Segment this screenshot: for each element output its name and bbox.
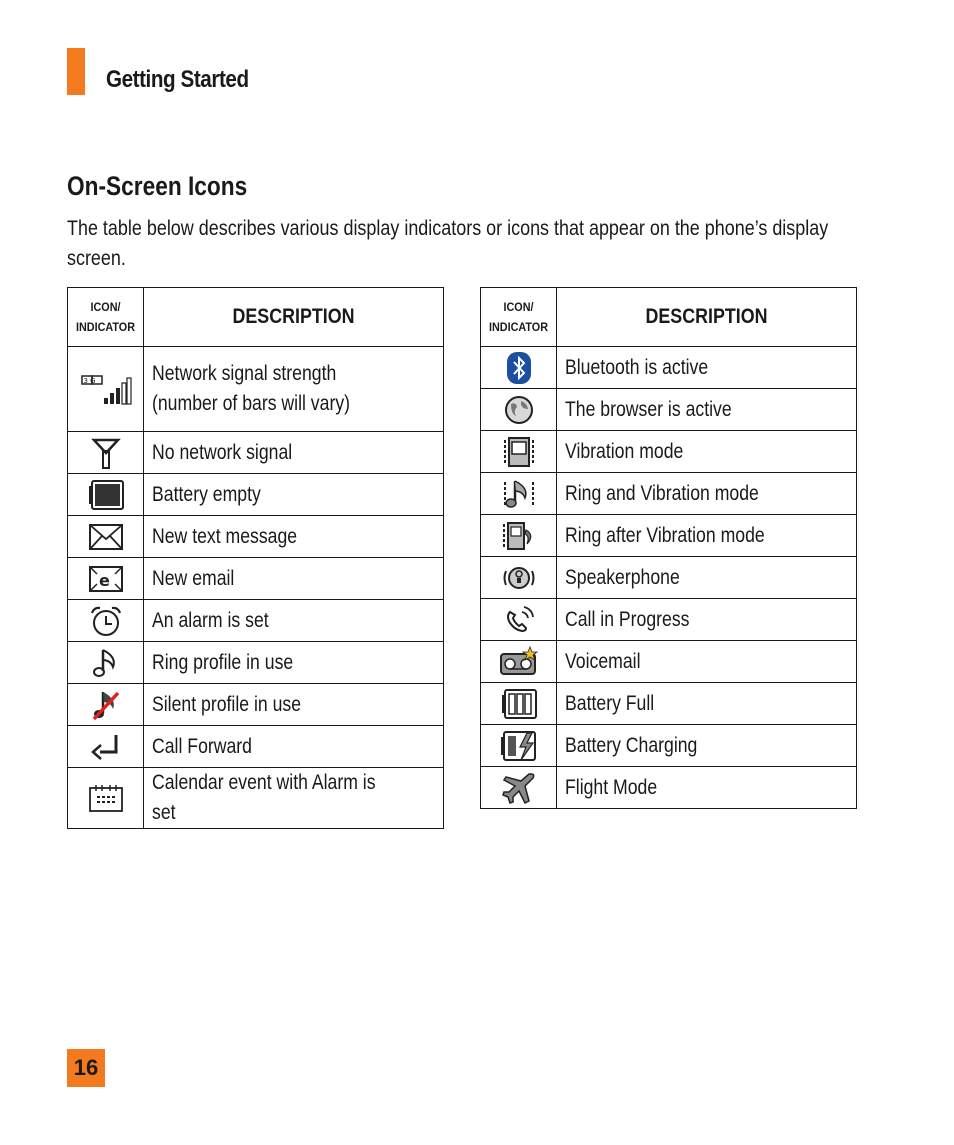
table-row <box>68 432 444 474</box>
table-row <box>481 641 857 683</box>
page-number: 16 <box>67 1049 105 1087</box>
table-row <box>481 599 857 641</box>
row-description: Ring profile in use <box>152 650 294 674</box>
alarm-clock-icon <box>68 600 144 642</box>
speakerphone-icon <box>481 557 557 599</box>
row-description: The browser is active <box>565 397 732 421</box>
row-description: Voicemail <box>565 649 641 673</box>
table-row <box>68 600 444 642</box>
table-row <box>481 683 857 725</box>
no-signal-icon <box>68 432 144 474</box>
row-description: Calendar event with Alarm is set <box>152 771 376 824</box>
table-row <box>68 768 444 829</box>
row-description: Battery Full <box>565 691 655 715</box>
music-note-icon <box>68 642 144 684</box>
section-title: Getting Started <box>106 66 249 93</box>
call-in-progress-icon <box>481 599 557 641</box>
svg-text:3 G: 3 G <box>83 377 96 385</box>
network-signal-icon <box>68 347 144 432</box>
table-row <box>68 347 444 432</box>
vibration-icon <box>481 431 557 473</box>
table-row <box>481 473 857 515</box>
table-row <box>68 642 444 684</box>
row-description: Bluetooth is active <box>565 355 709 379</box>
ring-vibrate-icon <box>481 473 557 515</box>
row-description: Call in Progress <box>565 607 690 631</box>
table-row <box>68 726 444 768</box>
row-description: Vibration mode <box>565 439 684 463</box>
envelope-icon <box>68 516 144 558</box>
table-row <box>68 558 444 600</box>
bluetooth-icon <box>481 347 557 389</box>
row-description: Battery Charging <box>565 733 698 757</box>
icons-table-left <box>67 287 444 829</box>
battery-empty-icon <box>68 474 144 516</box>
battery-full-icon <box>481 683 557 725</box>
row-description: Call Forward <box>152 734 252 758</box>
ring-after-vibrate-icon <box>481 515 557 557</box>
table-row <box>68 474 444 516</box>
table-row <box>481 767 857 809</box>
col-header-description: DESCRIPTION <box>557 288 857 347</box>
voicemail-icon <box>481 641 557 683</box>
table-row <box>481 389 857 431</box>
col-header-description: DESCRIPTION <box>144 288 444 347</box>
table-row <box>481 725 857 767</box>
table-row <box>481 557 857 599</box>
row-description: New text message <box>152 524 298 548</box>
intro-paragraph: The table below describes various display indicators or icons that appear on the phone’s display screen. <box>67 217 829 270</box>
table-row <box>68 516 444 558</box>
table-row <box>481 431 857 473</box>
row-description: Ring after Vibration mode <box>565 523 765 547</box>
row-description: Battery empty <box>152 482 261 506</box>
row-description: Network signal strength (number of bars will vary) <box>152 362 351 415</box>
table-row <box>481 515 857 557</box>
battery-charging-icon <box>481 725 557 767</box>
row-description: New email <box>152 566 235 590</box>
airplane-icon <box>481 767 557 809</box>
row-description: Flight Mode <box>565 775 658 799</box>
row-description: Speakerphone <box>565 565 680 589</box>
email-icon <box>68 558 144 600</box>
row-description: Ring and Vibration mode <box>565 481 759 505</box>
call-forward-icon <box>68 726 144 768</box>
page-title: On-Screen Icons <box>67 171 248 201</box>
table-row <box>68 684 444 726</box>
col-header-icon: ICON/ INDICATOR <box>68 288 144 347</box>
calendar-icon <box>68 768 144 829</box>
silent-note-icon <box>68 684 144 726</box>
icons-table-right <box>480 287 857 809</box>
col-header-icon: ICON/ INDICATOR <box>481 288 557 347</box>
section-accent-bar <box>67 48 85 95</box>
row-description: No network signal <box>152 440 293 464</box>
row-description: Silent profile in use <box>152 692 302 716</box>
svg-text:e: e <box>98 570 110 590</box>
row-description: An alarm is set <box>152 608 269 632</box>
globe-icon <box>481 389 557 431</box>
table-row <box>481 347 857 389</box>
